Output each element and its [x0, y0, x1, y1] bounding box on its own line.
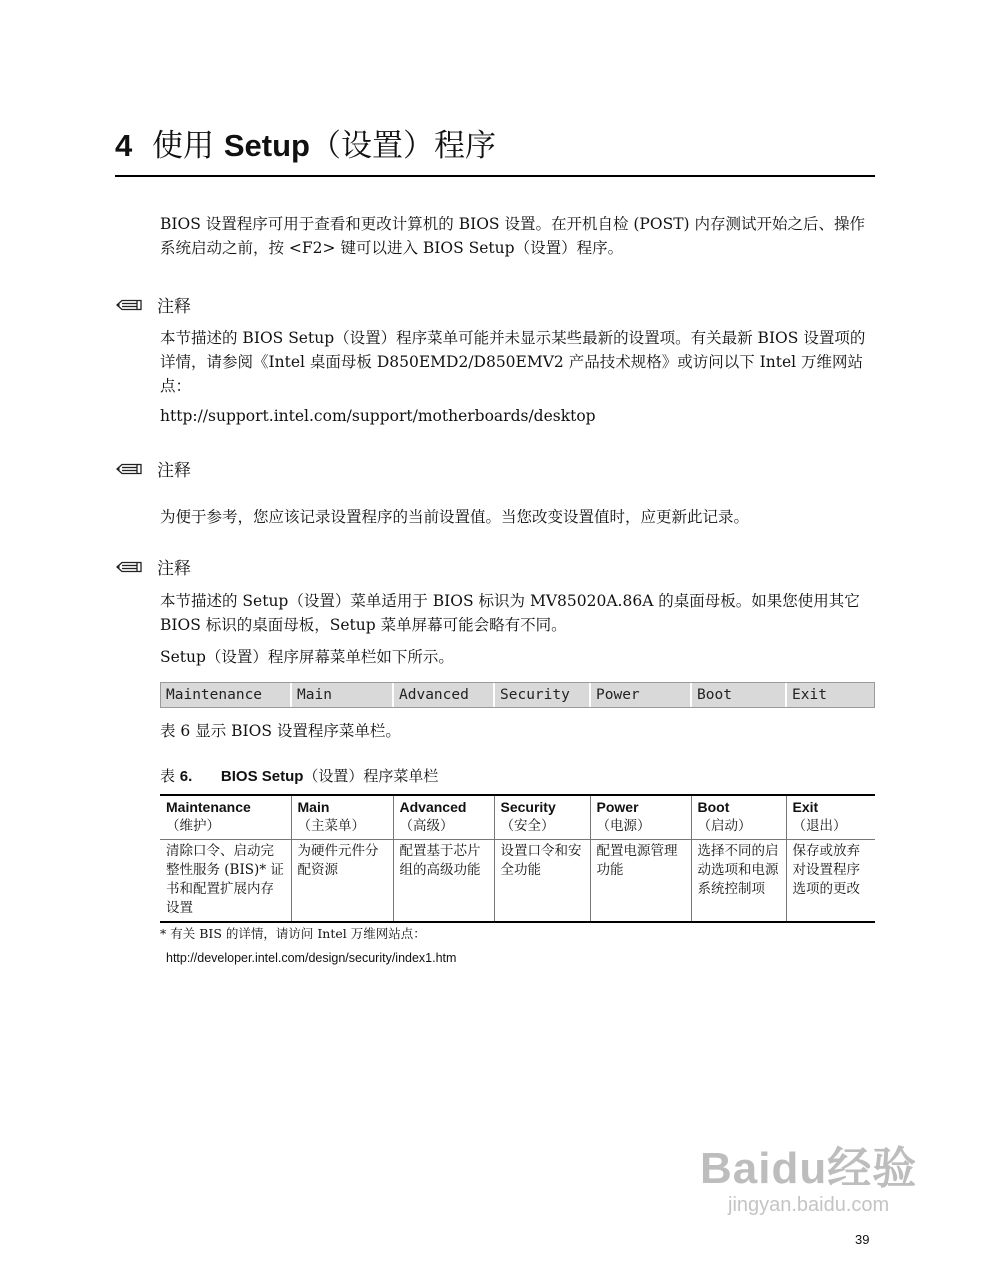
chapter-title-prefix: 使用 [151, 128, 214, 164]
menu-item-security[interactable]: Security [495, 683, 591, 707]
table-caption-title: BIOS Setup [220, 768, 304, 785]
menu-item-exit[interactable]: Exit [792, 687, 827, 703]
note-heading-text: 注释 [157, 559, 191, 579]
chapter-title-suffix: （设置）程序 [309, 128, 496, 164]
col-header-advanced: Advanced （高级） [393, 795, 494, 840]
menu-item-boot[interactable]: Boot [692, 683, 787, 707]
table-cell: 配置基于芯片组的高级功能 [393, 840, 494, 923]
chapter-title-bold: Setup [223, 128, 310, 163]
table-caption-number: 表 6. [160, 767, 193, 785]
table-caption-suffix: （设置）程序菜单栏 [303, 767, 439, 785]
watermark-brand: Baidu经验 [700, 1144, 918, 1193]
pencil-icon [115, 459, 145, 485]
pencil-icon [115, 557, 145, 583]
table-header-row [160, 795, 875, 840]
col-header-exit: Exit （退出） [786, 795, 875, 840]
table-cell: 配置电源管理功能 [590, 840, 691, 923]
table-cell: 清除口令、启动完整性服务 (BIS)* 证书和配置扩展内存设置 [166, 843, 284, 916]
table-cell: 选择不同的启动选项和电源系统控制项 [691, 840, 786, 923]
footnote: * 有关 BIS 的详情，请访问 Intel 万维网站点： [160, 926, 426, 941]
table-row [160, 840, 875, 923]
bios-menu-bar [160, 682, 875, 708]
footnote-url[interactable]: http://developer.intel.com/design/security/index1.htm [166, 951, 457, 965]
note-1-text: 本节描述的 BIOS Setup（设置）程序菜单可能并未显示某些最新的设置项。有关最新 BIOS 设置项的详情，请参阅《Intel 桌面母板 D850EMD2/D850EMV2 产品技术规格》或访问以下 Intel 万维网站点： [160, 329, 866, 395]
note-heading-text: 注释 [157, 297, 191, 317]
col-header-maintenance: Maintenance （维护） [166, 799, 251, 834]
intro-paragraph: BIOS 设置程序可用于查看和更改计算机的 BIOS 设置。在开机自检 (POST) 内存测试开始之后、操作系统启动之前，按 <F2> 键可以进入 BIOS Setup（设置）程序。 [160, 215, 866, 257]
table-intro: 表 6 显示 BIOS 设置程序菜单栏。 [160, 722, 401, 740]
table-cell: 保存或放弃对设置程序选项的更改 [786, 840, 875, 923]
note-3-text-2: Setup（设置）程序屏幕菜单栏如下所示。 [160, 648, 454, 666]
note-heading-1 [115, 294, 191, 321]
menu-item-main[interactable]: Main [292, 683, 394, 707]
col-header-power: Power （电源） [590, 795, 691, 840]
note-2-text: 为便于参考，您应该记录设置程序的当前设置值。当您改变设置值时，应更新此记录。 [160, 508, 750, 526]
page-number: 39 [855, 1232, 870, 1247]
baidu-watermark [700, 1145, 917, 1217]
table-cell: 设置口令和安全功能 [494, 840, 590, 923]
note-3-text: 本节描述的 Setup（设置）菜单适用于 BIOS 标识为 MV85020A.86A 的桌面母板。如果您使用其它 BIOS 标识的桌面母板，Setup 菜单屏幕可能会略有不同。 [160, 592, 860, 634]
menu-item-maintenance[interactable]: Maintenance [161, 683, 292, 707]
note-1-url[interactable]: http://support.intel.com/support/motherboards/desktop [160, 407, 596, 425]
table-cell: 为硬件元件分配资源 [291, 840, 393, 923]
watermark-url: jingyan.baidu.com [728, 1194, 890, 1216]
chapter-title [115, 124, 496, 168]
chapter-number: 4 [115, 128, 133, 163]
menu-item-advanced[interactable]: Advanced [394, 683, 495, 707]
chapter-rule [115, 175, 875, 177]
menu-item-power[interactable]: Power [591, 683, 692, 707]
col-header-boot: Boot （启动） [691, 795, 786, 840]
note-heading-3 [115, 556, 191, 583]
note-heading-text: 注释 [157, 461, 191, 481]
col-header-security: Security （安全） [494, 795, 590, 840]
pencil-icon [115, 295, 145, 321]
note-heading-2 [115, 458, 191, 485]
bios-menu-table [160, 794, 875, 923]
table-caption [160, 765, 438, 788]
col-header-main: Main （主菜单） [291, 795, 393, 840]
